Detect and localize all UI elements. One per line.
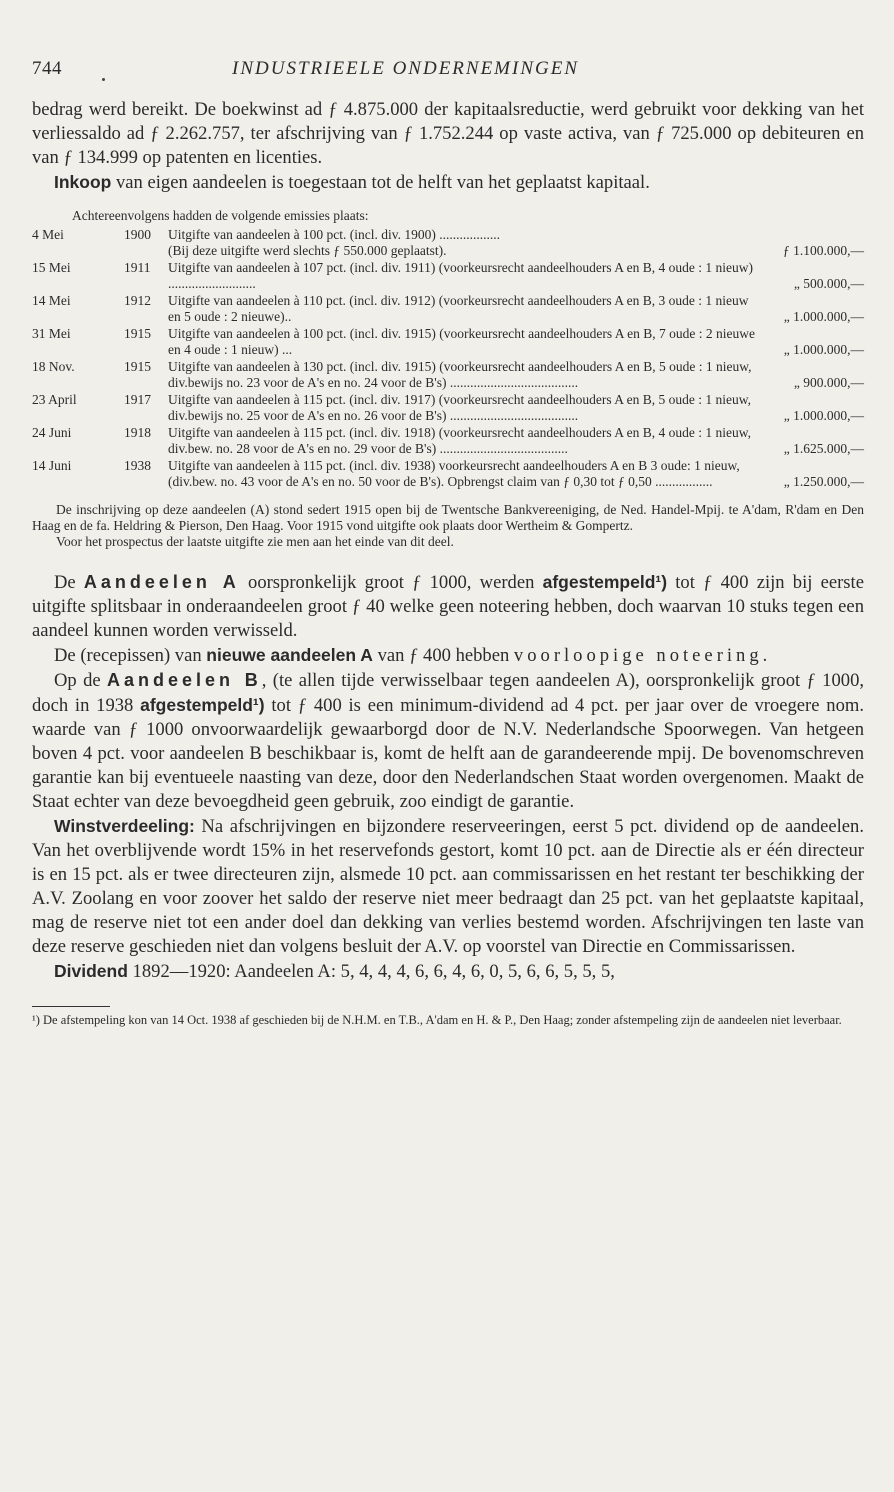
voorloopige-noteering: voorloopige noteering.: [513, 645, 772, 666]
aandeelen-b-paragraph: [32, 668, 864, 814]
a-post: tot ƒ 400 zijn bij eerste uitgifte splitsbaar in onderaandeelen groot ƒ 40 welke geen noteering hebben, doch waarvan 10 stuks tegen een aandeel kunnen worden verwisseld.: [32, 572, 864, 641]
emission-year: 1900: [124, 227, 151, 242]
emission-row: [32, 425, 864, 457]
page: [32, 58, 864, 1028]
main-text: [32, 570, 864, 984]
afgestempeld-b: afgestempeld¹): [140, 695, 265, 715]
emission-amount: „ 500.000,—: [793, 276, 864, 291]
inkoop-text: van eigen aandeelen is toegestaan tot de helft van het geplaatst kapitaal.: [111, 172, 650, 193]
page-number: 744: [32, 58, 62, 79]
emission-amount: „ 1.000.000,—: [783, 309, 864, 324]
intro-paragraph: bedrag werd bereikt. De boekwinst ad ƒ 4.875.000 der kapitaalsreductie, werd gebruikt voor dekking van het verliessaldo ad ƒ 2.262.757, ter afschrijving van ƒ 1.752.244 op vaste activa, van ƒ 725.000 op debiteuren en van ƒ 134.999 op patenten en licenties.: [32, 99, 864, 168]
emission-date: 18 Nov.: [32, 359, 75, 374]
emission-year: 1918: [124, 425, 151, 440]
emission-row: [32, 359, 864, 391]
emission-date: 14 Mei: [32, 293, 71, 308]
emissions-notes: [32, 502, 864, 550]
inkoop-label: Inkoop: [54, 172, 112, 192]
emission-year: 1938: [124, 458, 151, 473]
emission-amount: „ 1.250.000,—: [783, 474, 864, 489]
emission-row: [32, 392, 864, 424]
emission-row: [32, 326, 864, 358]
emission-description: Uitgifte van aandeelen à 100 pct. (incl. div. 1915) (voorkeursrecht aandeelhouders A en B, 7 oude : 2 nieuwe en 4 oude : 1 nieuw) ...: [168, 326, 755, 357]
emission-row: [32, 293, 864, 325]
emission-date: 23 April: [32, 392, 77, 407]
emissions-table: [32, 227, 864, 490]
a-mid: oorspronkelijk groot ƒ 1000, werden: [239, 572, 543, 593]
aandeelen-a-paragraph: [32, 570, 864, 643]
running-title: INDUSTRIEELE ONDERNEMINGEN: [232, 58, 580, 79]
emission-amount: „ 1.625.000,—: [783, 441, 864, 456]
emission-description: Uitgifte van aandeelen à 115 pct. (incl. div. 1938) voorkeursrecht aandeelhouders A en B 3 oude: 1 nieuw, (div.bew. no. 43 voor de A's en no. 50 voor de B's). Opbrengst claim van ƒ 0,30 tot ƒ 0,50 .................: [168, 458, 740, 489]
recepissen-paragraph: [32, 643, 864, 668]
winstverdeeling-label: Winstverdeeling:: [54, 816, 195, 836]
emission-year: 1911: [124, 260, 151, 275]
emission-year: 1915: [124, 326, 151, 341]
aandeelen-b-label: Aandeelen B: [107, 670, 262, 690]
emission-amount: „ 1.000.000,—: [783, 342, 864, 357]
dividend-label: Dividend: [54, 961, 128, 981]
dividend-paragraph: [32, 959, 864, 984]
emission-description: Uitgifte van aandeelen à 115 pct. (incl. div. 1918) (voorkeursrecht aandeelhouders A en B, 4 oude : 1 nieuw, div.bew. no. 28 voor de A's en no. 29 voor de B's) ......................................: [168, 425, 751, 456]
b-mid: , (te allen tijde verwisselbaar tegen aandeelen A), oorspronkelijk groot ƒ 1000, doch in 1938: [32, 670, 865, 716]
afgestempeld-a: afgestempeld¹): [542, 572, 668, 592]
emission-amount: ƒ 1.100.000,—: [783, 243, 864, 258]
b-post: tot ƒ 400 is een minimum-dividend ad 4 pct. per jaar over de vroegere nom. waarde van ƒ 1000 onvoorwaardelijk gewaarborgd door de N.V. Nederlandsche Spoorwegen. Van hetgeen boven 4 pct. voor aandeelen B beschikbaar is, komt de helft aan de garandeerende mpij. De bovenomschreven garantie kan bij eventueele naasting van deze, door den Nederlandschen Staat worden overgenomen. Maakt de Staat echter van deze bevoegdheid geen gebruik, zoo eindigt de garantie.: [32, 695, 864, 812]
rec-pre: De (recepissen) van: [54, 645, 207, 666]
emission-description: Uitgifte van aandeelen à 115 pct. (incl. div. 1917) (voorkeursrecht aandeelhouders A en B, 5 oude : 1 nieuw, div.bewijs no. 25 voor de A's en no. 26 voor de B's) ......................................: [168, 392, 751, 423]
inkoop-paragraph: [32, 170, 864, 195]
emission-row: [32, 458, 864, 490]
winstverdeeling-paragraph: [32, 814, 864, 959]
a-pre: De: [54, 572, 84, 593]
aandeelen-a-label: Aandeelen A: [83, 572, 240, 592]
dividend-text: 1892—1920: Aandeelen A: 5, 4, 4, 4, 6, 6, 4, 6, 0, 5, 6, 6, 5, 5, 5,: [127, 961, 615, 982]
emission-year: 1917: [124, 392, 151, 407]
emission-year: 1912: [124, 293, 151, 308]
emission-description: Uitgifte van aandeelen à 110 pct. (incl. div. 1912) (voorkeursrecht aandeelhouders A en B, 3 oude : 1 nieuw en 5 oude : 2 nieuwe)..: [168, 293, 749, 324]
footnote: ¹) De afstempeling kon van 14 Oct. 1938 af geschieden bij de N.H.M. en T.B., A'dam en H. & P., Den Haag; zonder afstempeling zijn de aandeelen niet leverbaar.: [32, 1013, 842, 1027]
nieuwe-aandeelen-a: nieuwe aandeelen A: [206, 645, 373, 665]
emission-year: 1915: [124, 359, 151, 374]
emission-date: 14 Juni: [32, 458, 72, 473]
emission-description: Uitgifte van aandeelen à 130 pct. (incl. div. 1915) (voorkeursrecht aandeelhouders A en B, 5 oude : 1 nieuw, div.bewijs no. 23 voor de A's en no. 24 voor de B's) ......................................: [168, 359, 752, 390]
winstverdeeling-text: Na afschrijvingen en bijzondere reserveeringen, eerst 5 pct. dividend op de aandeelen. Van het overblijvende wordt 15% in het reservefonds gestort, komt 10 pct. aan de Directie als er één directeur is en 15 pct. als er twee directeuren zijn, alsmede 10 pct. aan commissarissen en het restant ter beschikking der A.V. Zoolang en voor zoover het saldo der reserve niet meer bedraagt dan 25 pct. van het geplaatste kapitaal, mag de reserve niet tot een ander doel dan dekking van verlies bestemd worden. Afschrijvingen ten laste van deze reserve geschieden niet dan volgens besluit der A.V. op voorstel van Directie en Commissarissen.: [32, 816, 864, 957]
emission-description: Uitgifte van aandeelen à 107 pct. (incl. div. 1911) (voorkeursrecht aandeelhouders A en B, 4 oude : 1 nieuw) ..........................: [168, 260, 753, 291]
emission-date: 4 Mei: [32, 227, 64, 242]
emissions-intro: Achtereenvolgens hadden de volgende emissies plaats:: [72, 208, 369, 223]
footnote-rule: [32, 1006, 110, 1007]
emission-date: 24 Juni: [32, 425, 72, 440]
emission-row: [32, 260, 864, 292]
emission-date: 31 Mei: [32, 326, 71, 341]
emission-amount: „ 900.000,—: [793, 375, 864, 390]
rec-mid: van ƒ 400 hebben: [372, 645, 514, 666]
emission-row: [32, 227, 864, 259]
emission-description: Uitgifte van aandeelen à 100 pct. (incl. div. 1900) .................. (Bij deze uitgifte werd slechts ƒ 550.000 geplaatst).: [168, 227, 501, 258]
emissions-note-prospectus: Voor het prospectus der laatste uitgifte zie men aan het einde van dit deel.: [56, 534, 454, 549]
b-pre: Op de: [54, 670, 107, 691]
page-header: [32, 58, 864, 98]
emission-date: 15 Mei: [32, 260, 71, 275]
emissions-note-subscription: De inschrijving op deze aandeelen (A) stond sedert 1915 open bij de Twentsche Bankvereeniging, de Ned. Handel-Mpij. te A'dam, R'dam en Den Haag en de fa. Heldring & Pierson, Den Haag. Voor 1915 vond uitgifte ook plaats door Wertheim & Gompertz.: [32, 502, 864, 533]
emission-amount: „ 1.000.000,—: [783, 408, 864, 423]
